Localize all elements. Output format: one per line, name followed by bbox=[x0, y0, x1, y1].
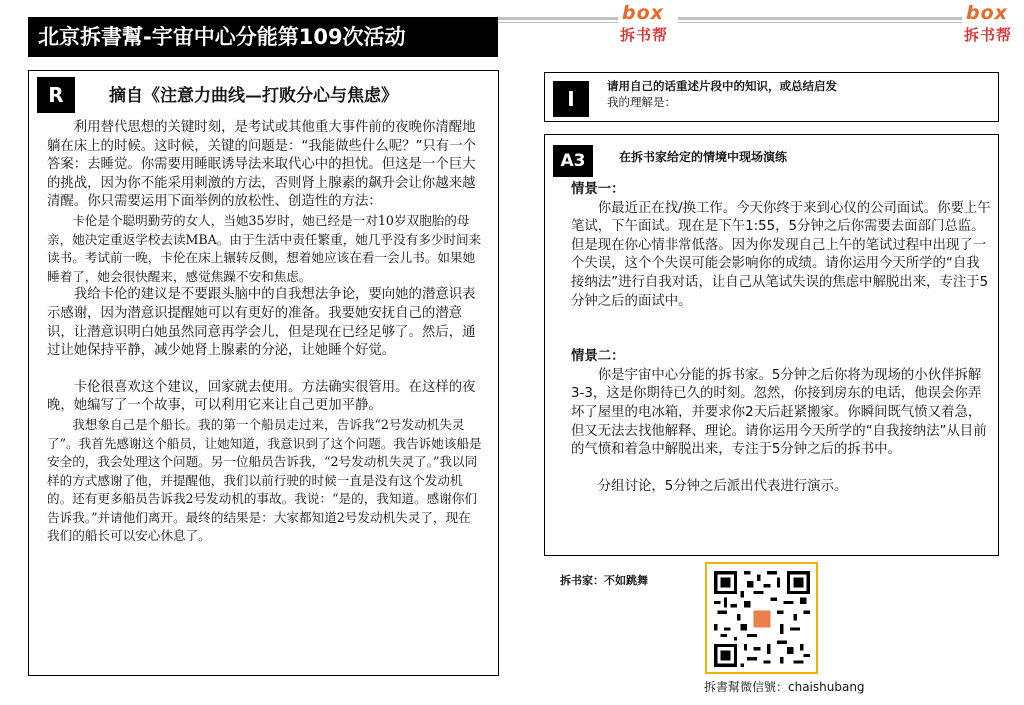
story-paragraph: 卡伦是个聪明勤劳的女人，当她35岁时，她已经是一对10岁双胞胎的母亲，她决定重返学校去读MBA。由于生活中责任繁重，她几乎没有多少时间来读书。考试前一晚，卡伦在床上辗转反侧，想着她应该在看一会儿书。如果她睡着了，她会很快醒来，感觉焦躁不安和焦虑。 bbox=[47, 212, 482, 284]
section-tag-r: R bbox=[37, 77, 75, 113]
reading-body bbox=[47, 119, 483, 546]
practice-section bbox=[544, 134, 999, 556]
insight-section bbox=[544, 72, 999, 122]
scenario-1-label: 情景一： bbox=[571, 182, 625, 197]
section-tag-a3: A3 bbox=[553, 145, 593, 177]
reading-paragraph: 我给卡伦的建议是不要跟头脑中的自我想法争论，要向她的潜意识表示感谢，因为潜意识提醒她可以有更好的准备。我要她安抚自己的潜意识，让潜意识明白她虽然同意再学会儿，但是现在已经足够了。然后，通过让她保持平静，减少她肾上腺素的分泌，让她睡个好觉。 bbox=[47, 287, 476, 359]
qr-code-frame bbox=[705, 562, 818, 674]
logo-mark: box bbox=[622, 2, 664, 24]
qr-caption: 拆書幫微信號：chaishubang bbox=[704, 680, 865, 694]
header-rule bbox=[498, 17, 996, 20]
logo-chaishubang bbox=[618, 2, 678, 46]
scenario-2-label: 情景二： bbox=[571, 349, 625, 365]
story-paragraph: 我想象自己是个船长。我的第一个船员走过来，告诉我“2号发动机失灵了”。我首先感谢这个船员，让她知道，我意识到了这个问题。我告诉她该船是安全的，我会处理这个问题。另一位船员告诉我，“2号发动机失灵了。”我以同样的方式感谢了他，并提醒他，我们以前行驶的时候一直是没有这个发动机的。还有更多船员告诉我2号发动机的事故。我说：“是的，我知道。感谢你们告诉我。”并请他们离开。最终的结果是：大家都知道2号发动机失灵了，现在我们的船长可以安心休息了。 bbox=[47, 416, 482, 544]
reading-title: 摘自《注意力曲线—打败分心与焦虑》 bbox=[109, 86, 398, 106]
logo-text: 拆书帮 bbox=[620, 26, 669, 44]
insight-prompt: 请用自己的话重述片段中的知识，或总结启发 bbox=[607, 79, 837, 93]
logo-chaishubang-right bbox=[962, 2, 1022, 46]
header-rule-thin bbox=[498, 22, 996, 23]
group-note: 分组讨论，5分钟之后派出代表进行演示。 bbox=[597, 478, 848, 494]
author-credit: 拆书家：不如跳舞 bbox=[560, 574, 648, 587]
insight-answer-label: 我的理解是： bbox=[607, 95, 676, 109]
logo-mark: box bbox=[966, 2, 1008, 24]
section-tag-i: I bbox=[553, 81, 589, 117]
practice-title: 在拆书家给定的情境中现场演练 bbox=[619, 150, 788, 164]
scenario-2-text: 你是宇宙中心分能的拆书家。5分钟之后你将为现场的小伙伴拆解3-3，这是你期待已久的时刻。忽然，你接到房东的电话，他误会你弄坏了屋里的电冰箱，并要求你2天后赶紧搬家。你瞬间既气愤又着急，但又无法去找他解释、理论。请你运用今天所学的“自我接纳法”从目前的气愤和着急中解脱出来，专注于5分钟之后的拆书中。 bbox=[571, 367, 987, 458]
reading-paragraph: 利用替代思想的关键时刻，是考试或其他重大事件前的夜晚你清醒地躺在床上的时候。这时候，关键的问题是：“我能做些什么呢？”只有一个答案：去睡觉。你需要用睡眠诱导法来取代心中的担忧。但这是一个巨大的挑战，因为你不能采用刺激的方法，否则肾上腺素的飙升会让你越来越清醒。你只需要运用下面举例的放松性、创造性的方法： bbox=[47, 120, 476, 210]
scenario-1-text: 你最近正在找/换工作。今天你终于来到心仪的公司面试。你要上午笔试，下午面试。现在是下午1:55，5分钟之后你需要去面部门总监。但是现在你心情非常低落。因为你发现自己上午的笔试过程中出现了一个失误，这个个失误可能会影响你的成绩。请你运用今天所学的“自我接纳法”进行自我对话，让自己从笔试失误的焦虑中解脱出来，专注于5分钟之后的面试中。 bbox=[571, 200, 991, 309]
practice-body bbox=[571, 181, 991, 496]
qr-code-icon bbox=[714, 571, 810, 667]
reading-paragraph: 卡伦很喜欢这个建议，回家就去使用。方法确实很管用。在这样的夜晚，她编写了一个故事，可以利用它来让自己更加平静。 bbox=[47, 379, 476, 414]
page-title: 北京拆書幫-宇宙中心分能第109次活动 bbox=[28, 17, 498, 57]
reading-section bbox=[28, 70, 499, 676]
logo-text: 拆书帮 bbox=[964, 26, 1013, 44]
